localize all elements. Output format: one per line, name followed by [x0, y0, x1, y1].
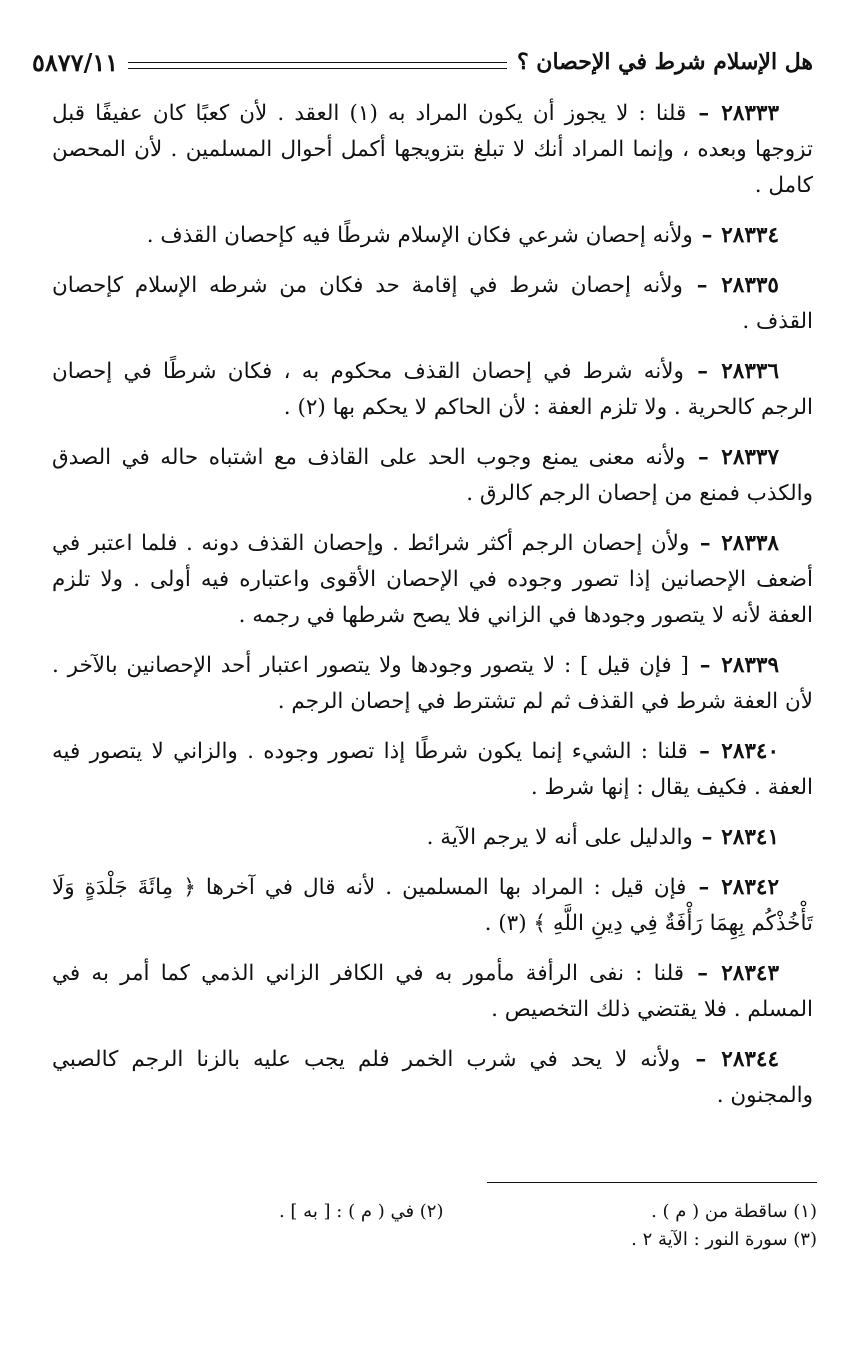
paragraph-text: قلنا : لا يجوز أن يكون المراد به (١) العقد . لأن كعبًا كان عفيفًا قبل تزوجها وبعده ، وإنما المراد أنك لا تبلغ بتزويجها أكمل أحوال المسلمين . لأن المحصن كامل .: [52, 101, 813, 198]
paragraph-text: ولأنه إحصان شرط في إقامة حد فكان من شرطه الإسلام كإحصان القذف .: [52, 273, 813, 334]
paragraph-text: ولأنه معنى يمنع وجوب الحد على القاذف مع اشتباه حاله في الصدق والكذب فمنع من إحصان الرجم كالرق .: [52, 445, 813, 506]
dash: –: [698, 445, 709, 470]
paragraph: [52, 218, 813, 254]
paragraph-number: ٢٨٣٣٣: [721, 101, 780, 126]
paragraph-number: ٢٨٣٤٣: [721, 961, 779, 986]
paragraph: [52, 648, 813, 720]
dash: –: [701, 223, 713, 248]
footnote-row: [70, 1226, 817, 1254]
paragraph: [52, 734, 813, 806]
paragraph-number: ٢٨٣٤٠: [721, 739, 780, 764]
footnote-row: [70, 1198, 817, 1226]
paragraph-text: ولأنه إحصان شرعي فكان الإسلام شرطًا فيه كإحصان القذف .: [146, 223, 693, 248]
dash: –: [699, 531, 711, 556]
dash: –: [699, 653, 711, 678]
paragraph-text: ولأنه لا يحد في شرب الخمر فلم يجب عليه بالزنا الرجم كالصبي والمجنون .: [52, 1047, 813, 1108]
paragraph: [52, 96, 813, 204]
paragraph-number: ٢٨٣٣٤: [721, 223, 779, 248]
paragraph-number: ٢٨٣٣٧: [721, 445, 780, 470]
dash: –: [697, 961, 709, 986]
paragraph-text: ولأنه شرط في إحصان القذف محكوم به ، فكان شرطًا في إحصان الرجم كالحرية . ولا تلزم العفة : لأن الحاكم لا يحكم بها (٢) .: [52, 359, 813, 420]
paragraph: [52, 526, 813, 634]
footnote-1: (١) ساقطة من ( م ) .: [651, 1201, 817, 1222]
paragraph-number: ٢٨٣٤١: [721, 825, 779, 850]
paragraph: [52, 1042, 813, 1114]
paragraph-number: ٢٨٣٤٤: [721, 1047, 780, 1072]
dash: –: [701, 825, 713, 850]
page-number: ٥٨٧٧/١١: [32, 47, 119, 77]
paragraph-text: فإن قيل : المراد بها المسلمين . لأنه قال في آخرها ﴿ مِائَةَ جَلْدَةٍ وَلَا تَأْخُذْكُم بِهِمَا رَأْفَةٌ فِي دِينِ اللَّهِ ﴾ (٣) .: [52, 875, 813, 936]
paragraph: [52, 354, 813, 426]
paragraph-text: ولأن إحصان الرجم أكثر شرائط . وإحصان القذف دونه . فلما اعتبر في أضعف الإحصانين إذا تصور وجوده في الإحصان الأقوى واعتباره فيه أولى . ولا تلزم العفة لأنه لا يتصور وجودها في الزاني فلا يصح شرطها في رجمه .: [52, 531, 813, 628]
dash: –: [698, 101, 710, 126]
paragraph-text: [ فإن قيل ] : لا يتصور وجودها ولا يتصور اعتبار أحد الإحصانين بالآخر . لأن العفة شرط في القذف ثم لم تشترط في إحصان الرجم .: [52, 653, 813, 714]
paragraph: [52, 268, 813, 340]
footnote-2: (٢) في ( م ) : [ به ] .: [278, 1201, 444, 1222]
dash: –: [698, 875, 710, 900]
paragraph-number: ٢٨٣٣٦: [721, 359, 779, 384]
paragraph: [52, 870, 813, 942]
running-title: هل الإسلام شرط في الإحصان ؟: [516, 49, 813, 75]
paragraph: [52, 956, 813, 1028]
paragraph-text: والدليل على أنه لا يرجم الآية .: [426, 825, 693, 850]
paragraph-number: ٢٨٣٣٩: [721, 653, 780, 678]
dash: –: [699, 739, 710, 764]
running-header: [32, 44, 813, 80]
paragraph-number: ٢٨٣٣٥: [721, 273, 779, 298]
paragraph-text: قلنا : الشيء إنما يكون شرطًا إذا تصور وجوده . والزاني لا يتصور فيه العفة . فكيف يقال : إنها شرط .: [52, 739, 813, 800]
paragraph-text: قلنا : نفى الرأفة مأمور به في الكافر الزاني الذمي كما أمر به في المسلم . فلا يقتضي ذلك التخصيص .: [52, 961, 813, 1022]
main-text: [52, 96, 813, 1128]
dash: –: [697, 359, 708, 384]
footnote-3: (٣) سورة النور : الآية ٢ .: [631, 1229, 817, 1250]
paragraph: [52, 820, 813, 856]
footnotes: [70, 1198, 817, 1254]
dash: –: [696, 273, 708, 298]
dash: –: [695, 1047, 707, 1072]
header-double-rule: [128, 62, 507, 69]
paragraph: [52, 440, 813, 512]
footnote-rule: [487, 1182, 817, 1183]
paragraph-number: ٢٨٣٣٨: [721, 531, 779, 556]
paragraph-number: ٢٨٣٤٢: [721, 875, 779, 900]
